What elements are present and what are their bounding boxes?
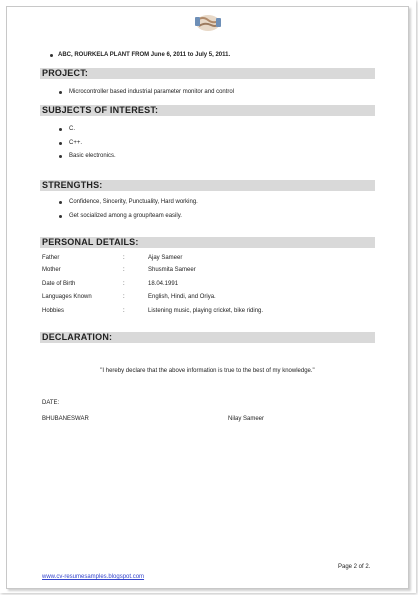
personal-separator: : (123, 308, 125, 314)
subject-item: C++. (69, 140, 83, 146)
handshake-icon (193, 10, 223, 34)
declaration-heading: DECLARATION: (40, 332, 375, 343)
bullet-icon (59, 91, 62, 94)
personal-value: 18.04.1991 (148, 281, 179, 287)
date-label: DATE: (42, 400, 60, 406)
strength-item: Confidence, Sincerity, Punctuality, Hard working. (69, 199, 198, 205)
place-label: BHUBANESWAR (42, 416, 89, 422)
declaration-text: "I hereby declare that the above information is true to the best of my knowledge." (100, 368, 315, 374)
subjects-heading: SUBJECTS OF INTEREST: (40, 105, 375, 116)
bullet-icon (59, 201, 62, 204)
personal-label: Mother (42, 267, 61, 273)
personal-separator: : (123, 294, 125, 300)
strengths-heading: STRENGTHS: (40, 180, 375, 191)
bullet-icon (50, 54, 53, 57)
bullet-icon (59, 142, 62, 145)
project-heading: PROJECT: (40, 68, 375, 79)
personal-value: Listening music, playing cricket, bike riding. (148, 308, 264, 314)
footer-link[interactable]: www.cv-resumesamples.blogspot.com (42, 574, 145, 580)
signature-name: Nilay Sameer (228, 416, 265, 422)
personal-separator: : (123, 267, 125, 273)
personal-value: Ajay Sameer (148, 255, 183, 261)
personal-separator: : (123, 255, 125, 261)
strength-item: Get socialized among a group/team easily. (69, 213, 182, 219)
personal-separator: : (123, 281, 125, 287)
subject-item: C. (69, 126, 75, 132)
personal-value: English, Hindi, and Oriya. (148, 294, 216, 300)
bullet-icon (59, 155, 62, 158)
personal-value: Shusmita Sameer (148, 267, 196, 273)
project-item: Microcontroller based industrial parameter monitor and control (69, 89, 235, 95)
bullet-icon (59, 128, 62, 131)
personal-label: Languages Known (42, 294, 92, 300)
page-number: Page 2 of 2. (338, 564, 371, 570)
personal-label: Father (42, 255, 60, 261)
personal-label: Hobbies (42, 308, 65, 314)
personal-heading: PERSONAL DETAILS: (40, 237, 375, 248)
internship-item: ABC, ROURKELA PLANT FROM June 6, 2011 to July 5, 2011. (58, 52, 231, 58)
personal-label: Date of Birth (42, 281, 76, 287)
subject-item: Basic electronics. (69, 153, 116, 159)
bullet-icon (59, 215, 62, 218)
